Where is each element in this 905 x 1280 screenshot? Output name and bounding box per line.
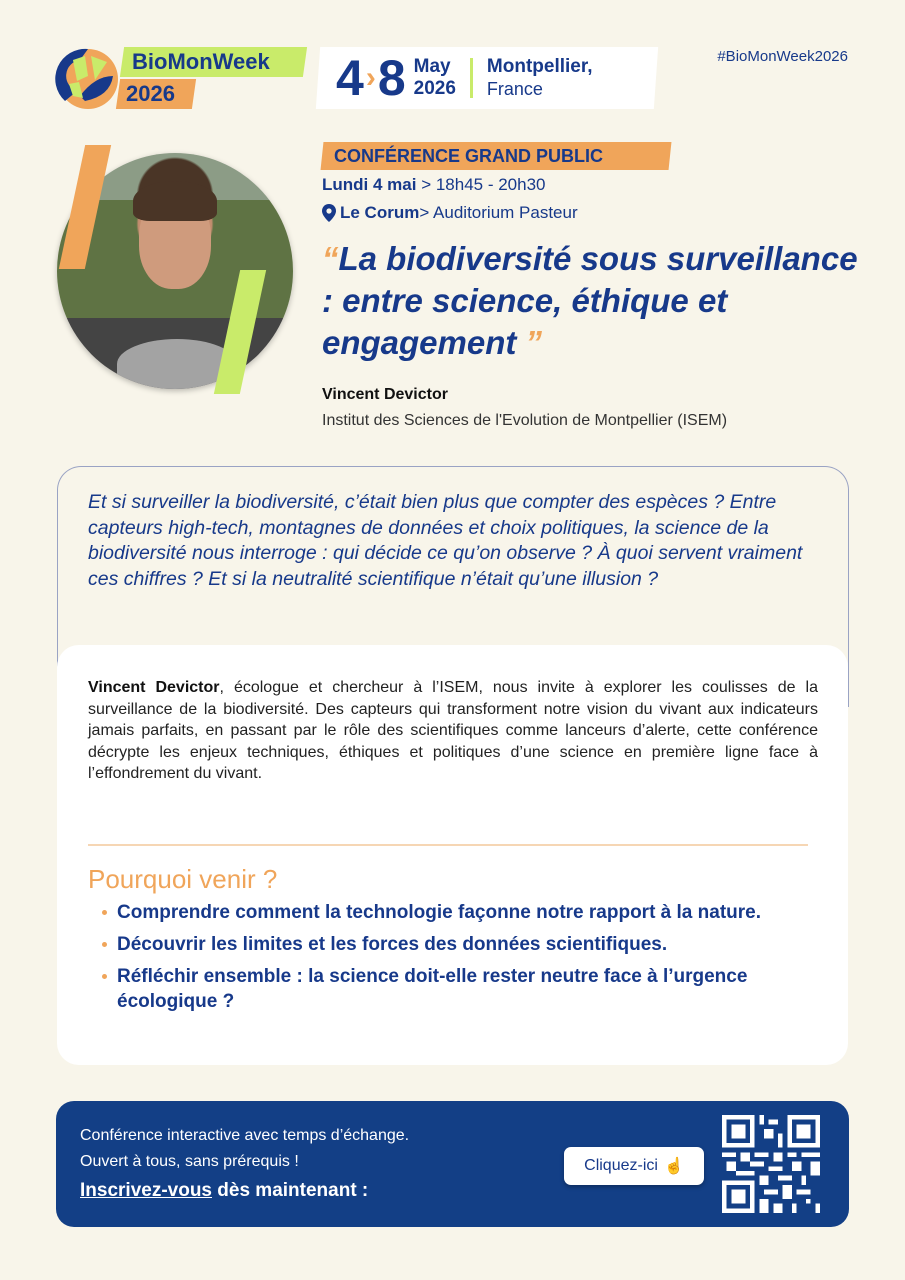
brand-name-badge <box>120 47 307 77</box>
description-lead: Vincent Devictor <box>88 679 220 696</box>
intro-text: Et si surveiller la biodiversité, c’était bien plus que compter des espèces ? Entre capteurs high-tech, montagnes de données et choix politiques, la science de la biodiversité nous interroge : qui décide ce qu’on observe ? À quoi servent vraiment ces chiffres ? Et si la neutralité scientifique n’était qu’une illusion ? <box>88 491 803 590</box>
year: 2026 <box>413 78 456 99</box>
description-body: , écologue et chercheur à l’ISEM, nous invite à explorer les coulisses de la surveillance de la biodiversité. Des capteurs qui transforment notre vision du vivant aux indicateurs jamais parfaits, en passant par le rôle des scientifiques comme lanceurs d’alerte, cette conférence décrypte les enjeux techniques, éthiques et politiques d’une science en première ligne face à l’effondrement du vivant. <box>88 679 819 782</box>
section-divider <box>88 844 808 846</box>
title-text: La biodiversité sous surveillance : entre science, éthique et engagement <box>322 240 858 361</box>
why-list <box>100 900 820 1021</box>
location-pin-icon <box>322 204 336 222</box>
pointing-hand-icon: ☝ <box>663 1158 684 1175</box>
date-end: 8 <box>377 50 406 106</box>
category-badge <box>321 142 672 170</box>
register-text <box>80 1180 368 1202</box>
click-here-button[interactable] <box>564 1147 704 1185</box>
footer-line-1: Conférence interactive avec temps d’échange. <box>80 1127 410 1144</box>
list-item: Comprendre comment la technologie façonne notre rapport à la nature. <box>100 900 820 925</box>
click-here-label: Cliquez-ici <box>584 1157 658 1174</box>
biomonweek-logo-icon <box>55 46 121 112</box>
description <box>88 677 818 785</box>
venue-room: > Auditorium Pasteur <box>419 203 578 222</box>
footer-line-2: Ouvert à tous, sans prérequis ! <box>80 1153 299 1170</box>
category-label: CONFÉRENCE GRAND PUBLIC <box>334 146 604 166</box>
close-quote: ” <box>525 324 543 361</box>
register-rest: dès maintenant : <box>212 1180 369 1201</box>
month-year <box>414 56 456 100</box>
why-heading: Pourquoi venir ? <box>88 864 278 894</box>
date-chevron-icon: › <box>365 61 376 94</box>
list-item: Découvrir les limites et les forces des données scientifiques. <box>100 932 820 957</box>
month: May <box>413 56 451 77</box>
event-time: > 18h45 - 20h30 <box>416 175 546 194</box>
speaker-affiliation: Institut des Sciences de l'Evolution de Montpellier (ISEM) <box>322 412 728 429</box>
brand-year: 2026 <box>126 81 175 106</box>
location <box>487 56 593 100</box>
open-quote: “ <box>322 240 339 277</box>
event-datetime <box>322 175 546 195</box>
venue-name: Le Corum <box>340 203 420 222</box>
country: France <box>486 79 543 99</box>
event-day: Lundi 4 mai <box>322 175 417 194</box>
qr-code-icon[interactable] <box>722 1115 820 1213</box>
city: Montpellier, <box>486 56 593 77</box>
brand-name: BioMonWeek <box>132 49 270 74</box>
event-venue <box>322 203 578 223</box>
date-location <box>336 50 592 106</box>
divider <box>470 58 473 98</box>
conference-title <box>322 238 862 364</box>
date-start: 4 <box>336 50 364 106</box>
register-link[interactable]: Inscrivez-vous <box>80 1180 212 1201</box>
hashtag: #BioMonWeek2026 <box>717 48 848 65</box>
brand-year-badge <box>116 79 196 109</box>
list-item: Réfléchir ensemble : la science doit-elle rester neutre face à l’urgence écologique ? <box>100 964 820 1014</box>
speaker-name: Vincent Devictor <box>322 386 448 403</box>
